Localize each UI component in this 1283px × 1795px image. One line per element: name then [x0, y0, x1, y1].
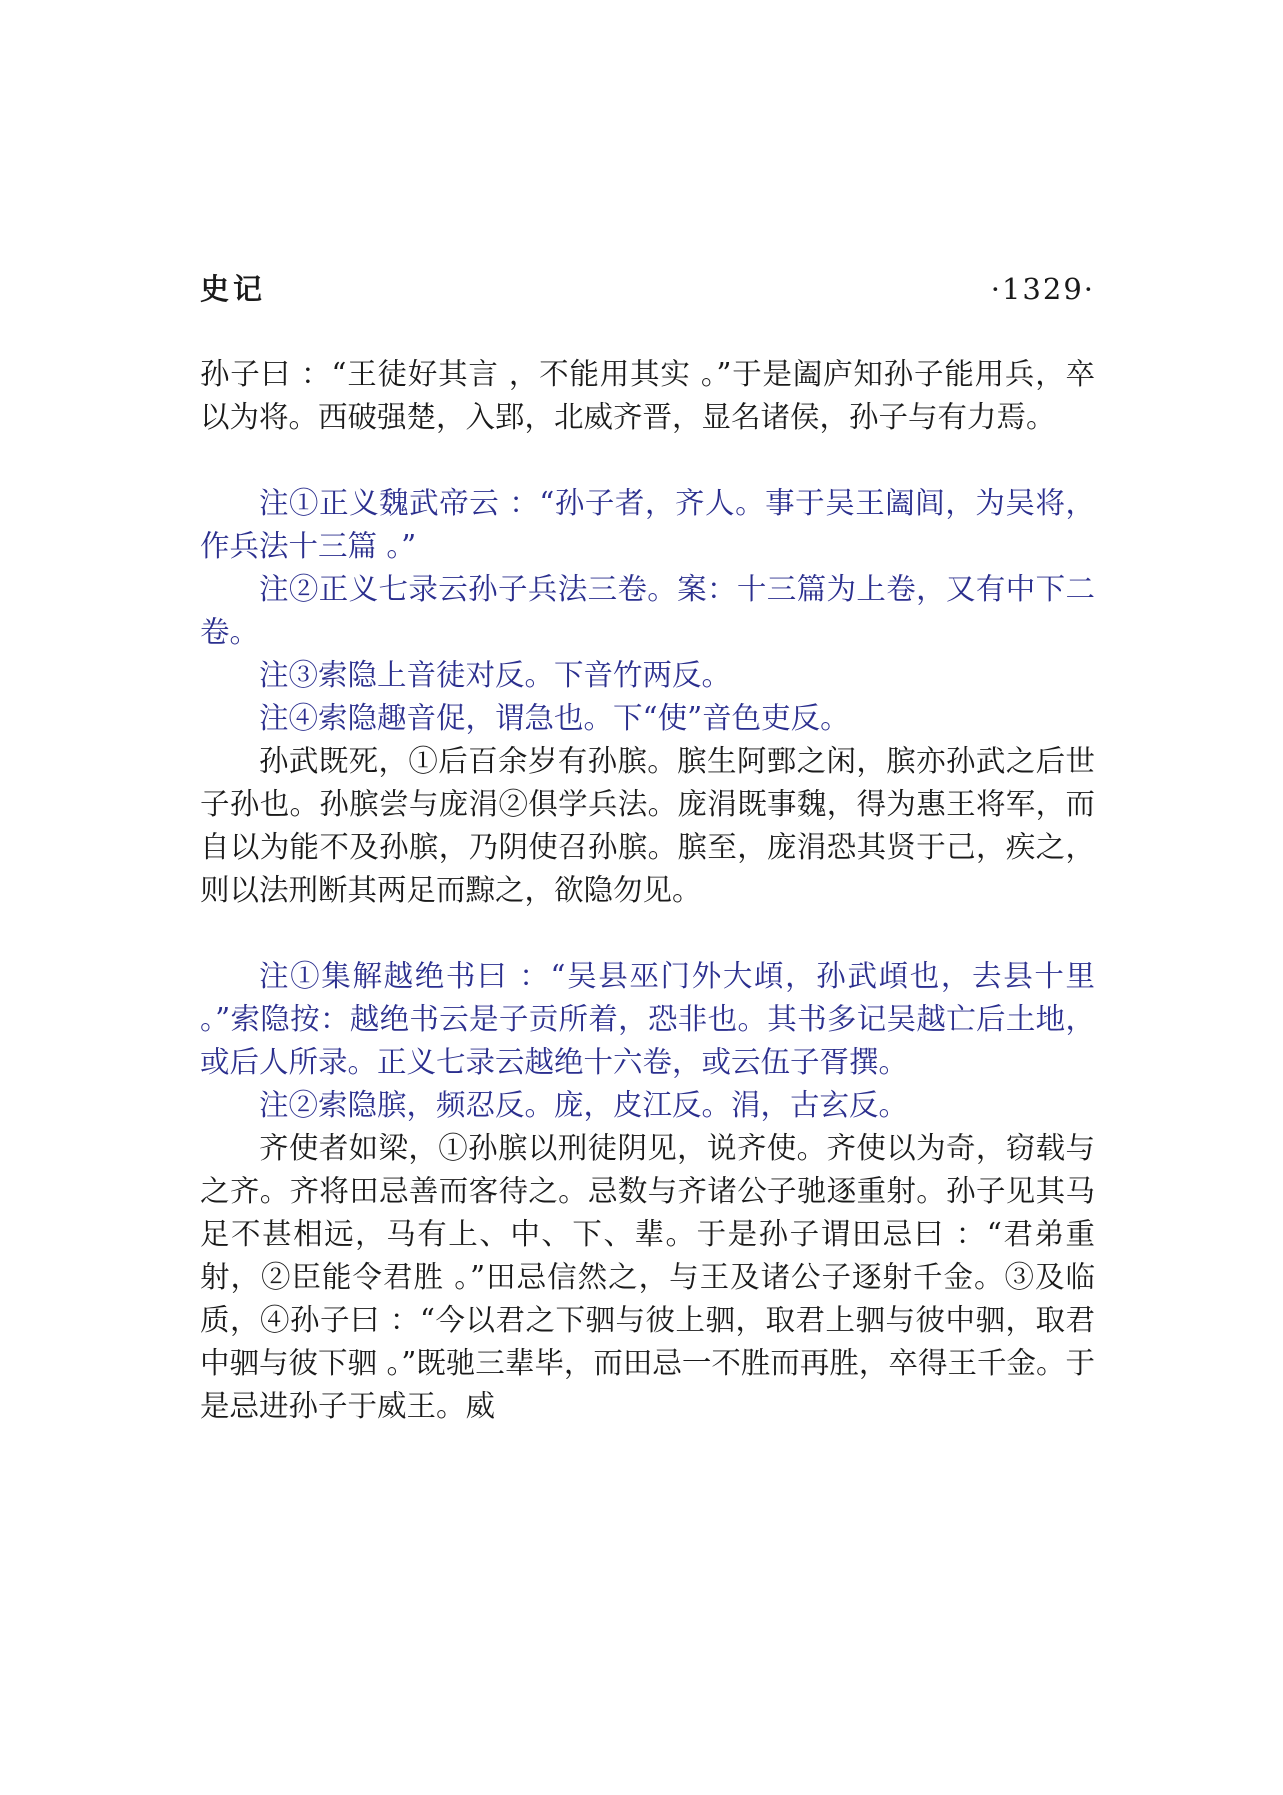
annotation-paragraph: 注②正义七录云孙子兵法三卷。案：十三篇为上卷，又有中下二卷。: [200, 572, 1095, 649]
body-paragraph: 孙武既死，①后百余岁有孙膑。膑生阿鄄之闲，膑亦孙武之后世子孙也。孙膑尝与庞涓②俱学兵法。庞涓既事魏，得为惠王将军，而自以为能不及孙膑，乃阴使召孙膑。膑至，庞涓恐其贤于己，疾之，则以法刑断其两足而黥之，欲隐勿见。: [200, 744, 1095, 907]
page-header: [200, 265, 1095, 313]
page-body: [200, 353, 1095, 1428]
annotation-paragraph: 注①正义魏武帝云 ：“孙子者，齐人。事于吴王阖闾，为吴将，作兵法十三篇 。”: [200, 486, 1095, 563]
document-page: [200, 265, 1095, 1428]
body-paragraph: 孙子曰 ：“王徒好其言 ，不能用其实 。”于是阖庐知孙子能用兵，卒以为将。西破强楚，入郢，北威齐晋，显名诸侯，孙子与有力焉。: [200, 357, 1095, 434]
paragraph-spacer: [200, 439, 1095, 482]
annotation-paragraph: 注④索隐趣音促，谓急也。下“使”音色吏反。: [259, 701, 850, 735]
annotation-paragraph: 注②索隐膑，频忍反。庞，皮江反。涓，古玄反。: [259, 1088, 909, 1122]
annotation-paragraph: 注③索隐上音徒对反。下音竹两反。: [259, 658, 732, 692]
annotation-paragraph: 注①集解越绝书曰 ：“吴县巫门外大頉，孙武頉也，去县十里 。”索隐按：越绝书云是子贡所着，恐非也。其书多记吴越亡后土地，或后人所录。正义七录云越绝十六卷，或云伍子胥撰。: [200, 959, 1095, 1079]
body-paragraph: 齐使者如梁，①孙膑以刑徒阴见，说齐使。齐使以为奇，窃载与之齐。齐将田忌善而客待之。忌数与齐诸公子驰逐重射。孙子见其马足不甚相远，马有上、中、下、辈。于是孙子谓田忌曰 ：“君弟重射，②臣能令君胜 。”田忌信然之，与王及诸公子逐射千金。③及临质，④孙子曰 ：“今以君之下驷与彼上驷，取君上驷与彼中驷，取君中驷与彼下驷 。”既驰三辈毕，而田忌一不胜而再胜，卒得王千金。于是忌进孙子于威王。威: [200, 1131, 1095, 1423]
paragraph-spacer: [200, 912, 1095, 955]
page-number: ·1329·: [990, 272, 1095, 306]
book-title: 史记: [200, 272, 267, 306]
